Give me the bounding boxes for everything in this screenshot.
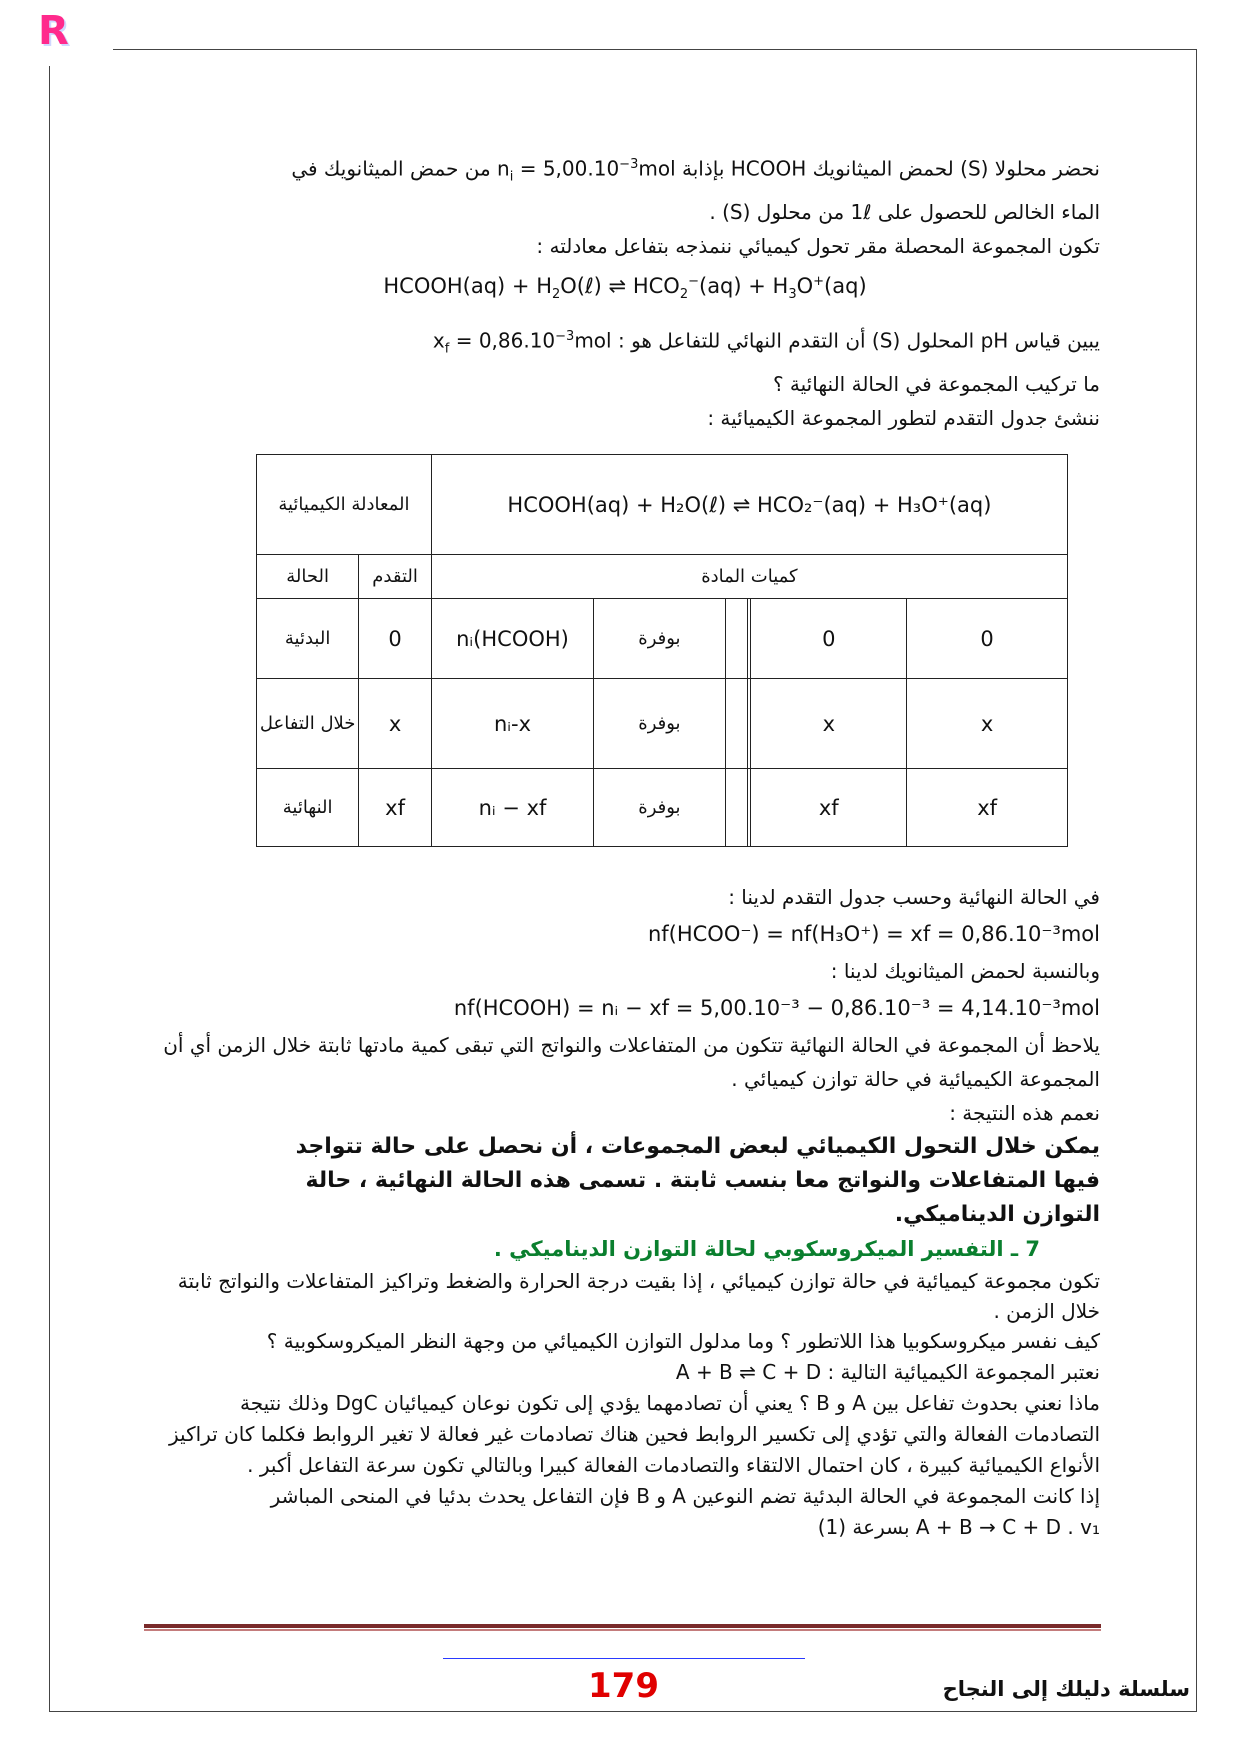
footer-divider (144, 1624, 1101, 1628)
final-line-1: في الحالة النهائية وحسب جدول التقدم لدينا : (728, 885, 1100, 909)
ph-line: يبين قياس pH المحلول (S) أن التقدم النهائي للتفاعل هو : $x_f = 0,86.10^{-3}mol$ (432, 328, 1100, 357)
section-7-p1: تكون مجموعة كيميائية في حالة توازن كيميائي ، إذا بقيت درجة الحرارة والضغط وتراكيز المتفاعلات والنواتج ثابتة خلال الزمن . (177, 1269, 1100, 1323)
frame-right (1196, 49, 1197, 1711)
table-row: البدئية 0 nᵢ(HCOOH) بوفرة 0 0 (257, 599, 1068, 679)
intro-line-2: الماء الخالص للحصول على 1ℓ من محلول (S) . (709, 199, 1100, 224)
intro-line-1: نحضر محلولا (S) لحمض الميثانويك HCOOH بإذابة $n_i = 5,00.10^{-3}mol$ من حمض الميثانويك في (291, 156, 1100, 185)
table-row: النهائية xf nᵢ − xf بوفرة xf xf (257, 769, 1068, 847)
footer-link-line (443, 1658, 805, 1659)
advancement-table (256, 454, 1068, 847)
section-7-p6: A + B → C + D . v₁ بسرعة (1) (817, 1515, 1100, 1539)
section-7-p5: إذا كانت المجموعة في الحالة البدئية تضم النوعين A و B فإن التفاعل يحدث بدئيا في المنحى المباشر (270, 1484, 1100, 1508)
frame-top (113, 49, 1196, 50)
series-title: سلسلة دليلك إلى النجاح (942, 1677, 1190, 1701)
frame-bottom (49, 1711, 1197, 1712)
final-paragraph: يلاحظ أن المجموعة في الحالة النهائية تتكون من المتفاعلات والنواتج التي تبقى كمية مادتها ثابتة خلال الزمن أي أن المجموعة الكيميائية في حالة توازن كيميائي . (163, 1033, 1100, 1091)
page-content (150, 148, 1100, 435)
final-eq-2: nf(HCOOH) = nᵢ − xf = 5,00.10⁻³ − 0,86.10⁻³ = 4,14.10⁻³mol (453, 996, 1100, 1020)
final-line-2: وبالنسبة لحمض الميثانويك لدينا : (830, 959, 1100, 983)
intro-line-3: تكون المجموعة المحصلة مقر تحول كيميائي ننمذجه بتفاعل معادلته : (536, 233, 1100, 258)
question: ما تركيب المجموعة في الحالة النهائية ؟ (772, 371, 1100, 396)
advance-label: التقدم (359, 555, 432, 599)
table-equation: HCOOH(aq) + H₂O(ℓ) ⇌ HCO₂⁻(aq) + H₃O⁺(aq) (431, 455, 1067, 555)
definition-bold: يمكن خلال التحول الكيميائي لبعض المجموعات ، أن نحصل على حالة تتواجد فيها المتفاعلات والنواتج معا بنسب ثابتة . تسمى هذه الحالة النهائية ، حالة التوازن الديناميكي. (295, 1134, 1100, 1227)
main-equation: HCOOH(aq) + $H_2O(\ell)$ ⇌ $HCO_2^-(aq) + H_3O^+(aq)$ (383, 273, 867, 302)
section-7-p3: نعتبر المجموعة الكيميائية التالية : A + B ⇌ C + D (675, 1360, 1100, 1384)
page-number: 179 (588, 1666, 659, 1706)
amounts-label: كميات المادة (431, 555, 1067, 599)
state-label: الحالة (257, 555, 359, 599)
final-eq-1: nf(HCOO⁻) = nf(H₃O⁺) = xf = 0,86.10⁻³mol (647, 922, 1100, 946)
table-row: خلال التفاعل x nᵢ-x بوفرة x x (257, 679, 1068, 769)
page-content-lower (150, 880, 1100, 1543)
section-7-p2: كيف نفسر ميكروسكوبيا هذا اللاتطور ؟ وما مدلول التوازن الكيميائي من وجهة النظر الميكروسكوبية ؟ (266, 1329, 1100, 1353)
logo: R (38, 8, 69, 54)
table-intro: ننشئ جدول التقدم لتطور المجموعة الكيميائية : (707, 405, 1100, 430)
section-7-p4: ماذا نعني بحدوث تفاعل بين A و B ؟ يعني أن تصادمهما يؤدي إلى تكون نوعان كيميائيان DgC وذلك نتيجة التصادمات الفعالة والتي تؤدي إلى تكسير الروابط فحين هناك تصادمات غير فعالة لا تغير الروابط فكلما كان تراكيز الأنواع الكيميائية كبيرة ، كان احتمال الالتقاء والتصادمات الفعالة كبيرا وبالتالي تكون سرعة التفاعل أكبر . (169, 1391, 1100, 1477)
frame-left (49, 66, 50, 1711)
equation-label: المعادلة الكيميائية (257, 455, 432, 555)
footer-divider-thin (144, 1629, 1101, 1631)
generalize-line: نعمم هذه النتيجة : (949, 1101, 1100, 1125)
section-7-title: 7 ـ التفسير الميكروسكوبي لحالة التوازن الديناميكي . (493, 1237, 1040, 1261)
